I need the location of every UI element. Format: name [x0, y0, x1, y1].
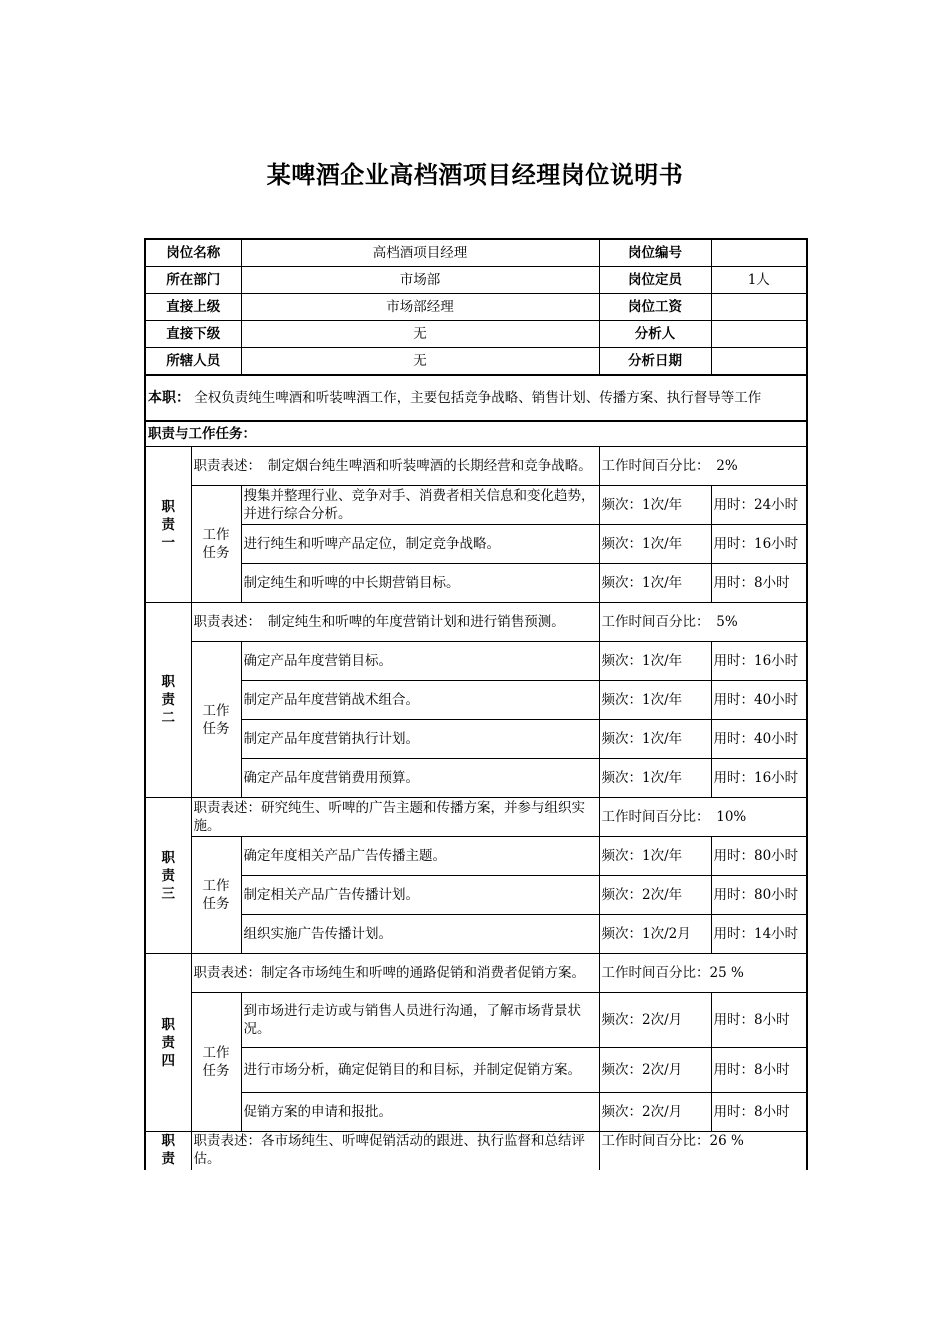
task-text: 确定年度相关产品广告传播主题。	[241, 837, 599, 876]
benzhi-row	[145, 375, 807, 421]
duty-desc: 职责表述：研究纯生、听啤的广告主题和传播方案，并参与组织实施。	[191, 798, 599, 837]
task-row	[145, 1048, 807, 1093]
task-label	[191, 993, 241, 1132]
duty-desc: 职责表述： 制定烟台纯生啤酒和听装啤酒的长期经营和竞争战略。	[191, 447, 599, 486]
info-value	[241, 239, 599, 267]
duty-number	[145, 954, 191, 1132]
task-hours: 用时：40小时	[711, 681, 807, 720]
task-text: 制定相关产品广告传播计划。	[241, 876, 599, 915]
info-label: 岗位定员	[599, 267, 711, 294]
task-row	[145, 1093, 807, 1132]
info-row	[145, 239, 807, 267]
duty-desc-row	[145, 798, 807, 837]
info-value	[711, 239, 807, 267]
info-label: 分析人	[599, 321, 711, 348]
task-label-text: 工作任务	[202, 702, 230, 737]
benzhi-cell	[145, 375, 807, 421]
task-text: 制定纯生和听啤的中长期营销目标。	[241, 564, 599, 603]
info-value	[711, 294, 807, 321]
duty-number	[145, 1132, 191, 1171]
task-hours: 用时：80小时	[711, 876, 807, 915]
info-label: 所在部门	[145, 267, 241, 294]
info-row	[145, 348, 807, 376]
task-frequency: 频次：1次/2月	[599, 915, 711, 954]
task-label	[191, 837, 241, 954]
duty-number-text: 职责三	[161, 849, 175, 902]
task-hours: 用时：8小时	[711, 564, 807, 603]
duty-time-percent: 工作时间百分比： 10%	[599, 798, 807, 837]
task-text: 制定产品年度营销战术组合。	[241, 681, 599, 720]
duty-desc: 职责表述：各市场纯生、听啤促销活动的跟进、执行监督和总结评估。	[191, 1132, 599, 1171]
duty-number	[145, 798, 191, 954]
duty-time-percent: 工作时间百分比：26 %	[599, 1132, 807, 1171]
task-label	[191, 642, 241, 798]
task-row	[145, 720, 807, 759]
task-frequency: 频次：1次/年	[599, 759, 711, 798]
task-frequency: 频次：2次/月	[599, 993, 711, 1048]
info-label: 岗位名称	[145, 239, 241, 267]
task-frequency: 频次：1次/年	[599, 486, 711, 525]
task-frequency: 频次：1次/年	[599, 564, 711, 603]
info-label: 岗位工资	[599, 294, 711, 321]
task-label-text: 工作任务	[202, 527, 230, 561]
task-hours: 用时：14小时	[711, 915, 807, 954]
task-frequency: 频次：2次/月	[599, 1048, 711, 1093]
task-frequency: 频次：1次/年	[599, 681, 711, 720]
task-hours: 用时：8小时	[711, 1048, 807, 1093]
job-description-table	[144, 238, 808, 1170]
info-value-text: 高档酒项目经理	[372, 245, 468, 261]
info-label: 直接下级	[145, 321, 241, 348]
info-row	[145, 267, 807, 294]
info-value: 1人	[711, 267, 807, 294]
duty-desc-row	[145, 603, 807, 642]
task-row	[145, 642, 807, 681]
task-hours: 用时：16小时	[711, 525, 807, 564]
duty-number	[145, 603, 191, 798]
task-text: 确定产品年度营销目标。	[241, 642, 599, 681]
task-label-text: 工作任务	[202, 878, 230, 912]
task-row	[145, 876, 807, 915]
benzhi-text: 全权负责纯生啤酒和听装啤酒工作，主要包括竞争战略、销售计划、传播方案、执行督导等工作	[194, 390, 762, 406]
info-value: 市场部经理	[241, 294, 599, 321]
task-text: 搜集并整理行业、竞争对手、消费者相关信息和变化趋势，并进行综合分析。	[241, 486, 599, 525]
duty-desc-row	[145, 1132, 807, 1171]
duty-number-text: 职责四	[161, 1016, 175, 1069]
task-frequency: 频次：1次/年	[599, 525, 711, 564]
task-text: 进行纯生和听啤产品定位，制定竞争战略。	[241, 525, 599, 564]
duty-desc-row	[145, 447, 807, 486]
duty-number-text: 职责	[161, 1133, 175, 1167]
duty-time-percent: 工作时间百分比：25 %	[599, 954, 807, 993]
task-text: 确定产品年度营销费用预算。	[241, 759, 599, 798]
task-text: 到市场进行走访或与销售人员进行沟通，了解市场背景状况。	[241, 993, 599, 1048]
task-label-text: 工作任务	[202, 1045, 230, 1079]
task-row	[145, 564, 807, 603]
task-row	[145, 486, 807, 525]
info-label: 岗位编号	[599, 239, 711, 267]
task-text: 组织实施广告传播计划。	[241, 915, 599, 954]
task-hours: 用时：16小时	[711, 642, 807, 681]
duty-time-percent: 工作时间百分比： 5%	[599, 603, 807, 642]
task-hours: 用时：80小时	[711, 837, 807, 876]
task-frequency: 频次：2次/年	[599, 876, 711, 915]
info-value: 无	[241, 348, 599, 376]
duty-number-text: 职责一	[161, 498, 175, 551]
info-value	[711, 321, 807, 348]
info-row	[145, 321, 807, 348]
duty-number-text: 职责二	[161, 674, 175, 726]
task-frequency: 频次：1次/年	[599, 837, 711, 876]
page-title: 某啤酒企业高档酒项目经理岗位说明书	[266, 161, 684, 189]
info-row	[145, 294, 807, 321]
task-text: 进行市场分析，确定促销目的和目标，并制定促销方案。	[241, 1048, 599, 1093]
info-label: 所辖人员	[145, 348, 241, 376]
task-hours: 用时：16小时	[711, 759, 807, 798]
duties-header-row	[145, 421, 807, 447]
task-row	[145, 759, 807, 798]
duty-time-percent: 工作时间百分比： 2%	[599, 447, 807, 486]
info-value: 市场部	[241, 267, 599, 294]
duty-desc: 职责表述： 制定纯生和听啤的年度营销计划和进行销售预测。	[191, 603, 599, 642]
duties-header: 职责与工作任务：	[145, 421, 807, 447]
task-row	[145, 915, 807, 954]
task-hours: 用时：8小时	[711, 993, 807, 1048]
task-hours: 用时：24小时	[711, 486, 807, 525]
task-hours: 用时：40小时	[711, 720, 807, 759]
info-value: 无	[241, 321, 599, 348]
info-label: 分析日期	[599, 348, 711, 376]
task-row	[145, 837, 807, 876]
task-text: 制定产品年度营销执行计划。	[241, 720, 599, 759]
task-row	[145, 681, 807, 720]
task-frequency: 频次：2次/月	[599, 1093, 711, 1132]
task-frequency: 频次：1次/年	[599, 720, 711, 759]
info-label: 直接上级	[145, 294, 241, 321]
task-row	[145, 993, 807, 1048]
duty-desc: 职责表述：制定各市场纯生和听啤的通路促销和消费者促销方案。	[191, 954, 599, 993]
task-text: 促销方案的申请和报批。	[241, 1093, 599, 1132]
duty-desc-row	[145, 954, 807, 993]
duty-number	[145, 447, 191, 603]
task-frequency: 频次：1次/年	[599, 642, 711, 681]
task-row	[145, 525, 807, 564]
benzhi-label: 本职：	[148, 390, 190, 406]
task-label	[191, 486, 241, 603]
task-hours: 用时：8小时	[711, 1093, 807, 1132]
info-value	[711, 348, 807, 376]
